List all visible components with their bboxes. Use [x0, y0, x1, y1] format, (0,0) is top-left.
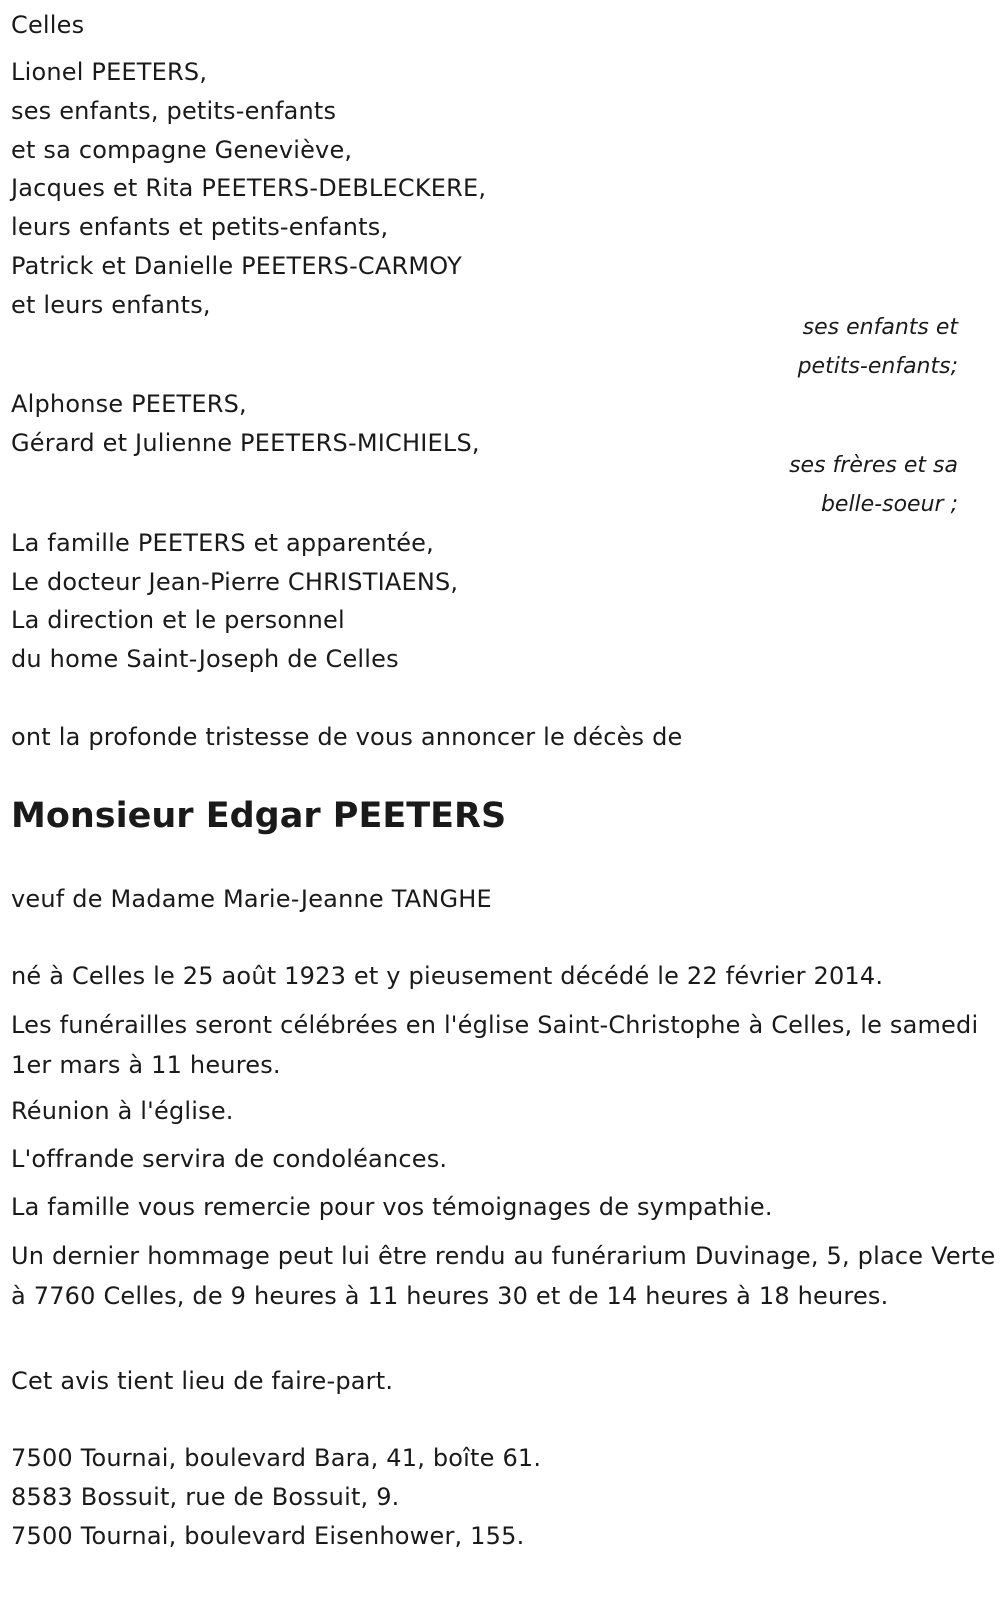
- family-line: Jacques et Rita PEETERS-DEBLECKERE,: [11, 174, 487, 202]
- family-line: et sa compagne Geneviève,: [11, 136, 353, 164]
- deceased-name: Monsieur Edgar PEETERS: [11, 796, 507, 836]
- family-line: ses enfants, petits-enfants: [11, 97, 337, 125]
- tribute-paragraph: Un dernier hommage peut lui être rendu au funérarium Duvinage, 5, place Verte à 7760 Celles, de 9 heures à 11 heures 30 et de 14 heures à 18 heures.: [11, 1242, 996, 1310]
- family-line: Alphonse PEETERS,: [11, 390, 247, 418]
- relation-note: ses frères et sa: [789, 453, 958, 478]
- relation-note: petits-enfants;: [797, 354, 958, 379]
- family-line: Gérard et Julienne PEETERS-MICHIELS,: [11, 429, 480, 457]
- announcement-text: ont la profonde tristesse de vous annoncer le décès de: [11, 723, 683, 751]
- meeting-line: Réunion à l'église.: [11, 1097, 234, 1125]
- family-line: leurs enfants et petits-enfants,: [11, 213, 389, 241]
- relation-note: belle-soeur ;: [820, 492, 958, 517]
- family-line: et leurs enfants,: [11, 291, 211, 319]
- address-line: 8583 Bossuit, rue de Bossuit, 9.: [11, 1483, 400, 1511]
- offering-line: L'offrande servira de condoléances.: [11, 1145, 448, 1173]
- widower-line: veuf de Madame Marie-Jeanne TANGHE: [11, 885, 492, 913]
- family-line: La famille PEETERS et apparentée,: [11, 529, 434, 557]
- notice-line: Cet avis tient lieu de faire-part.: [11, 1367, 394, 1395]
- address-line: 7500 Tournai, boulevard Eisenhower, 155.: [11, 1522, 525, 1550]
- family-line: Patrick et Danielle PEETERS-CARMOY: [11, 252, 462, 280]
- relation-note: ses enfants et: [802, 315, 958, 340]
- address-line: 7500 Tournai, boulevard Bara, 41, boîte 61.: [11, 1444, 542, 1472]
- family-line: du home Saint-Joseph de Celles: [11, 645, 399, 673]
- family-line: Lionel PEETERS,: [11, 58, 208, 86]
- family-line: Le docteur Jean-Pierre CHRISTIAENS,: [11, 568, 459, 596]
- thanks-line: La famille vous remercie pour vos témoignages de sympathie.: [11, 1193, 773, 1221]
- funeral-paragraph: Les funérailles seront célébrées en l'église Saint-Christophe à Celles, le samedi 1er mars à 11 heures.: [11, 1011, 979, 1079]
- birth-death-line: né à Celles le 25 août 1923 et y pieusement décédé le 22 février 2014.: [11, 962, 884, 990]
- town-heading: Celles: [11, 11, 85, 39]
- family-line: La direction et le personnel: [11, 606, 345, 634]
